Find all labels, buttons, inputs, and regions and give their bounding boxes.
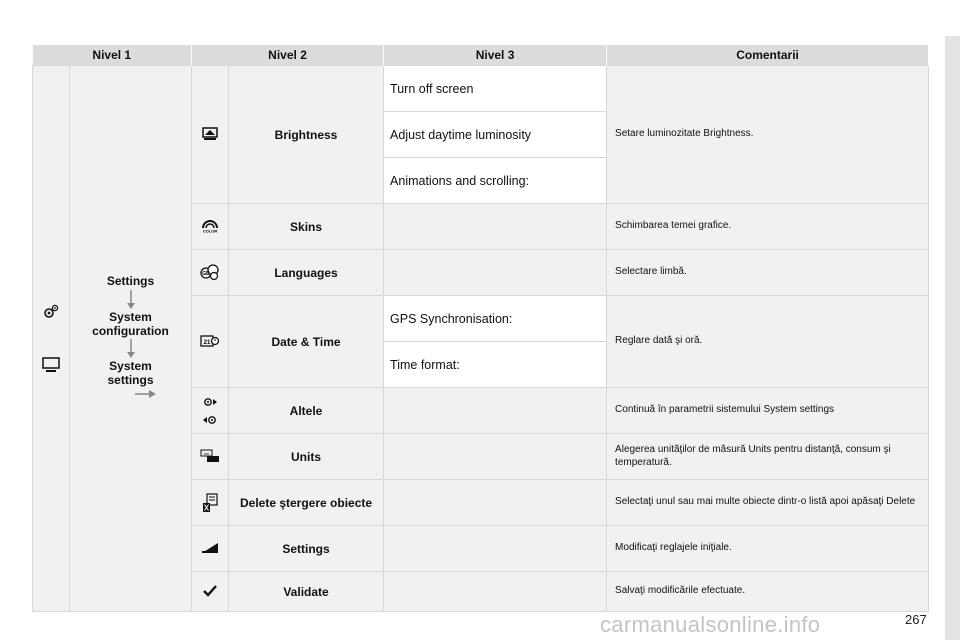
header-comentarii: Comentarii xyxy=(607,45,929,66)
level3-empty xyxy=(384,434,607,480)
comment-text: Schimbarea temei grafice. xyxy=(607,204,929,250)
level2-label: Units xyxy=(229,434,384,480)
level2-label: Validate xyxy=(229,572,384,612)
level3-empty xyxy=(384,526,607,572)
level2-label: Delete ştergere obiecte xyxy=(229,480,384,526)
header-nivel-3: Nivel 3 xyxy=(384,45,607,66)
reset-settings-icon-cell xyxy=(192,526,229,572)
svg-text:km: km xyxy=(203,451,210,457)
header-nivel-1: Nivel 1 xyxy=(33,45,192,66)
table-row xyxy=(33,66,929,112)
comment-text: Selectaţi unul sau mai multe obiecte dintr-o listă apoi apăsaţi Delete xyxy=(607,480,929,526)
level3-empty xyxy=(384,480,607,526)
other-settings-icon xyxy=(202,394,218,428)
arrow-down-icon xyxy=(126,339,136,359)
units-icon xyxy=(200,449,220,463)
level1-system-settings-label: System settings xyxy=(107,359,154,388)
level3-item: Animations and scrolling: xyxy=(384,158,607,204)
comment-text: Setare luminozitate Brightness. xyxy=(607,66,929,204)
level3-item: Turn off screen xyxy=(384,66,607,112)
level2-label: Date & Time xyxy=(229,296,384,388)
skins-color-icon xyxy=(199,219,221,233)
level1-settings-label: Settings xyxy=(106,274,155,288)
level2-label: Languages xyxy=(229,250,384,296)
delete-icon xyxy=(202,493,218,513)
arrow-right-icon xyxy=(135,389,157,399)
level3-item: Adjust daytime luminosity xyxy=(384,112,607,158)
level3-empty xyxy=(384,250,607,296)
level2-label: Altele xyxy=(229,388,384,434)
brightness-icon-cell xyxy=(192,66,229,204)
level3-item: GPS Synchronisation: xyxy=(384,296,607,342)
delete-icon-cell xyxy=(192,480,229,526)
level3-empty xyxy=(384,572,607,612)
level2-label: Skins xyxy=(229,204,384,250)
comment-text: Reglare dată şi oră. xyxy=(607,296,929,388)
svg-text:GB: GB xyxy=(202,271,210,278)
arrow-down-icon xyxy=(126,290,136,310)
watermark: carmanualsonline.info xyxy=(600,612,821,637)
check-icon-cell xyxy=(192,572,229,612)
skins-icon-cell xyxy=(192,204,229,250)
other-icon-cell xyxy=(192,388,229,434)
level3-item: Time format: xyxy=(384,342,607,388)
level1-system-configuration-label: System configuration xyxy=(92,309,169,338)
monitor-icon xyxy=(42,357,60,373)
level1-labels-cell xyxy=(70,66,192,612)
comment-text: Salvaţi modificările efectuate. xyxy=(607,572,929,612)
units-icon-cell xyxy=(192,434,229,480)
date-time-icon-cell xyxy=(192,296,229,388)
header-nivel-2: Nivel 2 xyxy=(192,45,384,66)
date-time-icon xyxy=(200,334,220,348)
level1-icons-cell xyxy=(33,66,70,612)
languages-icon-cell xyxy=(192,250,229,296)
table-header-row xyxy=(33,45,929,66)
comment-text: Continuă în parametrii sistemului System settings xyxy=(607,388,929,434)
languages-icon xyxy=(200,264,220,280)
reset-settings-icon xyxy=(201,542,219,554)
comment-text: Alegerea unităţilor de măsură Units pentru distanţă, consum şi temperatură. xyxy=(607,434,929,480)
svg-text:21: 21 xyxy=(203,340,211,347)
brightness-icon xyxy=(202,127,218,141)
menu-table xyxy=(32,45,929,612)
comment-text: Selectare limbă. xyxy=(607,250,929,296)
level2-label: Brightness xyxy=(229,66,384,204)
settings-gear-icon xyxy=(42,303,60,321)
level2-label: Settings xyxy=(229,526,384,572)
page-edge-strip xyxy=(945,36,960,640)
svg-text:COLOR: COLOR xyxy=(202,228,218,234)
check-icon xyxy=(203,585,217,597)
page-number: 267 xyxy=(905,612,927,627)
level3-empty xyxy=(384,204,607,250)
level3-empty xyxy=(384,388,607,434)
comment-text: Modificaţi reglajele iniţiale. xyxy=(607,526,929,572)
